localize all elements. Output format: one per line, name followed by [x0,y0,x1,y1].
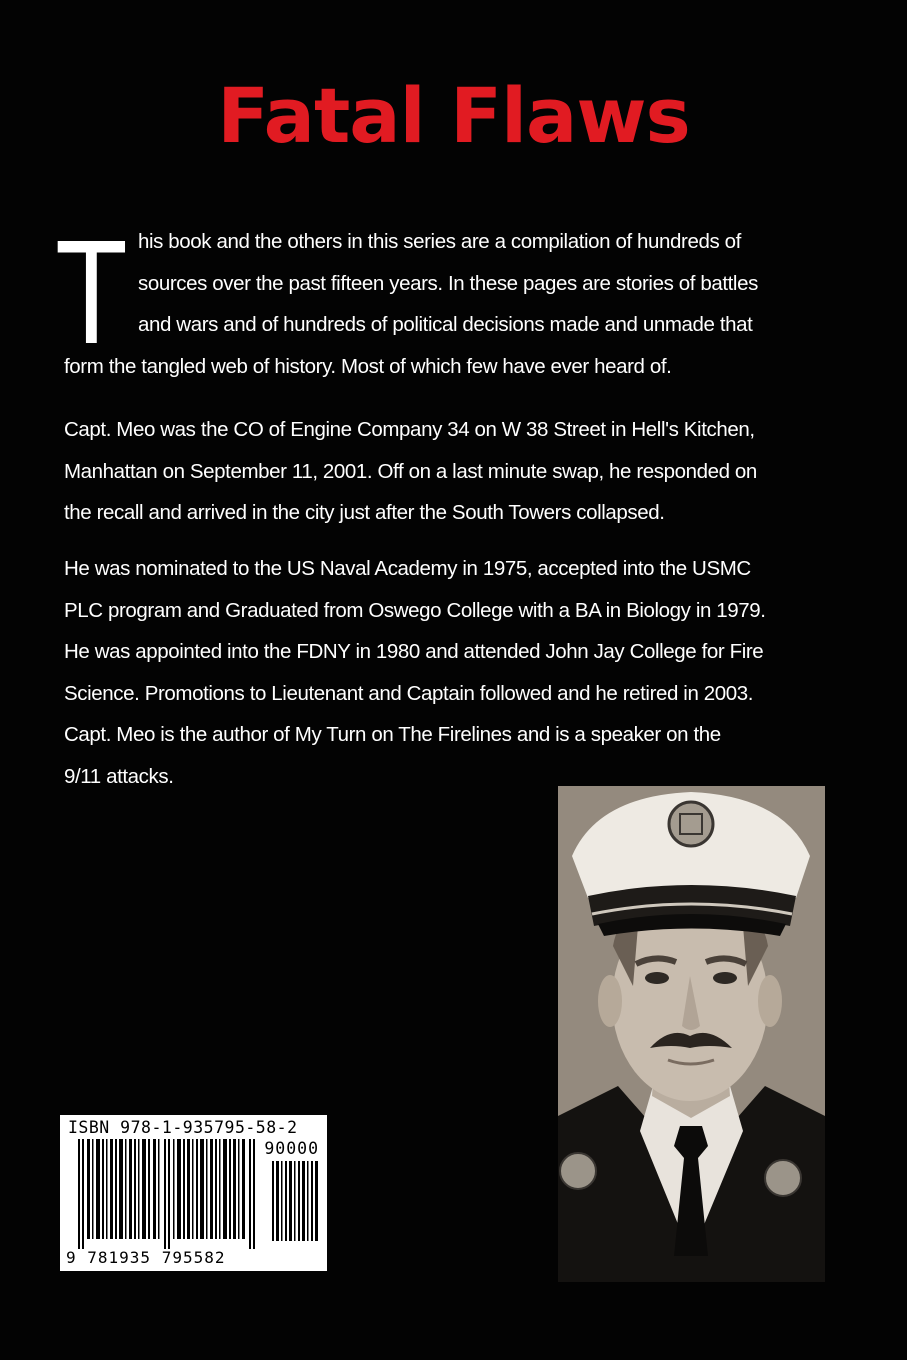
author-portrait-photo [558,786,825,1282]
bio-paragraph-1 [64,409,834,534]
intro-line: sources over the past fifteen years. In these pages are stories of battles [138,271,758,295]
bio-line: PLC program and Graduated from Oswego College with a BA in Biology in 1979. [64,598,766,622]
bio-line: Manhattan on September 11, 2001. Off on a last minute swap, he responded on [64,459,757,483]
intro-line: and wars and of hundreds of political decisions made and unmade that [138,313,753,336]
intro-paragraph [64,221,834,387]
isbn-number: ISBN 978-1-935795-58-2 [68,1118,298,1137]
ean-barcode-bars [78,1139,258,1249]
addon-barcode-bars [272,1161,320,1241]
bio-line: the recall and arrived in the city just after the South Towers collapsed. [64,501,665,524]
bio-line: Capt. Meo was the CO of Engine Company 34 on W 38 Street in Hell's Kitchen, [64,418,755,441]
drop-cap-letter: T [58,214,125,377]
bio-line: He was nominated to the US Naval Academy in 1975, accepted into the USMC [64,557,751,580]
bio-line: Science. Promotions to Lieutenant and Captain followed and he retired in 2003. [64,681,754,705]
bio-line: He was appointed into the FDNY in 1980 and attended John Jay College for Fire [64,640,764,663]
intro-line: form the tangled web of history. Most of which few have ever heard of. [64,354,672,378]
bio-line: Capt. Meo is the author of My Turn on The Firelines and is a speaker on the [64,723,721,746]
price-code: 90000 [264,1139,319,1158]
portrait-illustration [558,786,825,1282]
book-title: Fatal Flaws [217,71,690,160]
ean-digits: 9 781935 795582 [66,1248,226,1267]
bio-line: 9/11 attacks. [64,764,174,788]
isbn-barcode [60,1115,327,1271]
bio-paragraph-2 [64,548,834,797]
intro-line: his book and the others in this series are a compilation of hundreds of [138,230,741,253]
